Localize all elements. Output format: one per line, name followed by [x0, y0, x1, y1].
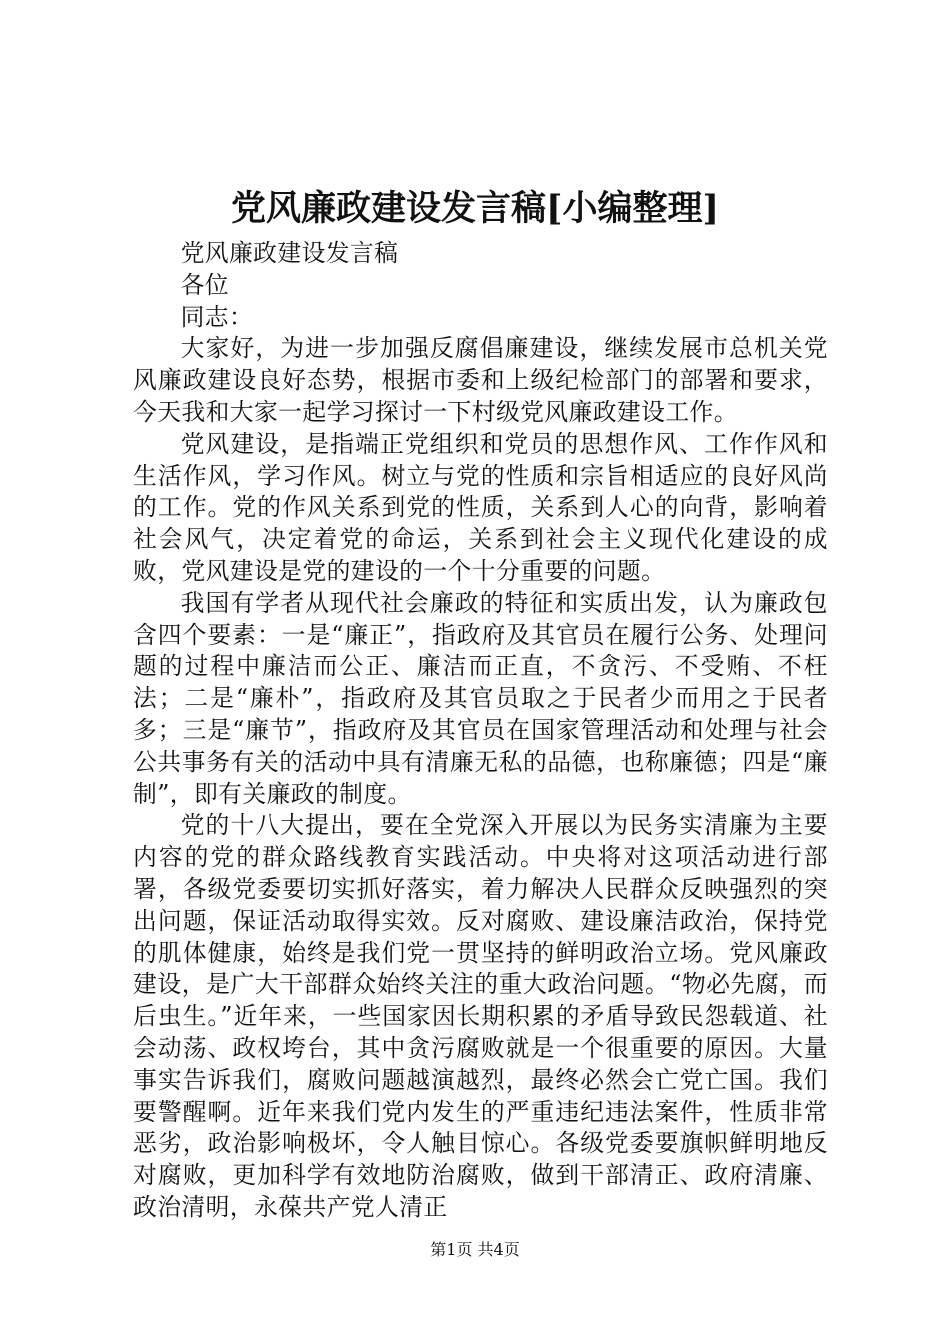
salutation-line-1: 各位 — [180, 270, 229, 299]
paragraph-eighteenth-congress: 党的十八大提出，要在全党深入开展以为民务实清廉为主要内容的党的群众路线教育实践活动。中央将对这项活动进行部署，各级党委要切实抓好落实，着力解决人民群众反映强烈的突出问题，保证活动取得实效。反对腐败、建设廉洁政治，保持党的肌体健康，始终是我们党一贯坚持的鲜明政治立场。党风廉政建设，是广大干部群众始终关注的重大政治问题。“物必先腐，而后虫生。”近年来，一些国家因长期积累的矛盾导致民怨载道、社会动荡、政权垮台，其中贪污腐败就是一个很重要的原因。大量事实告诉我们，腐败问题越演越烈，最终必然会亡党亡国。我们要警醒啊。近年来我们党内发生的严重违纪违法案件，性质非常恶劣，政治影响极坏，令人触目惊心。各级党委要旗帜鲜明地反对腐败，更加科学有效地防治腐败，做到干部清正、政府清廉、政治清明，永葆共产党人清正 — [133, 811, 828, 1221]
paragraph-intro: 大家好，为进一步加强反腐倡廉建设，继续发展市总机关党风廉政建设良好态势，根据市委和上级纪检部门的部署和要求，今天我和大家一起学习探讨一下村级党风廉政建设工作。 — [133, 334, 828, 426]
salutation-line-2: 同志： — [180, 302, 254, 331]
page-footer: 第1页 共4页 — [430, 1240, 520, 1259]
document-body — [133, 238, 828, 1224]
subtitle-line: 党风廉政建设发言稿 — [180, 239, 399, 267]
document-title: 党风廉政建设发言稿[小编整理] — [230, 188, 720, 229]
paragraph-party-style: 党风建设，是指端正党组织和党员的思想作风、工作作风和生活作风，学习作风。树立与党的性质和宗旨相适应的良好风尚的工作。党的作风关系到党的性质，关系到人心的向背，影响着社会风气，决定着党的命运，关系到社会主义现代化建设的成败，党风建设是党的建设的一个十分重要的问题。 — [133, 429, 828, 585]
paragraph-four-elements: 我国有学者从现代社会廉政的特征和实质出发，认为廉政包含四个要素：一是“廉正”，指政府及其官员在履行公务、处理问题的过程中廉洁而公正、廉洁而正直，不贪污、不受贿、不枉法；二是“廉朴”，指政府及其官员取之于民者少而用之于民者多；三是“廉节”，指政府及其官员在国家管理活动和处理与社会公共事务有关的活动中具有清廉无私的品德，也称廉德；四是“廉制”，即有关廉政的制度。 — [133, 588, 828, 808]
